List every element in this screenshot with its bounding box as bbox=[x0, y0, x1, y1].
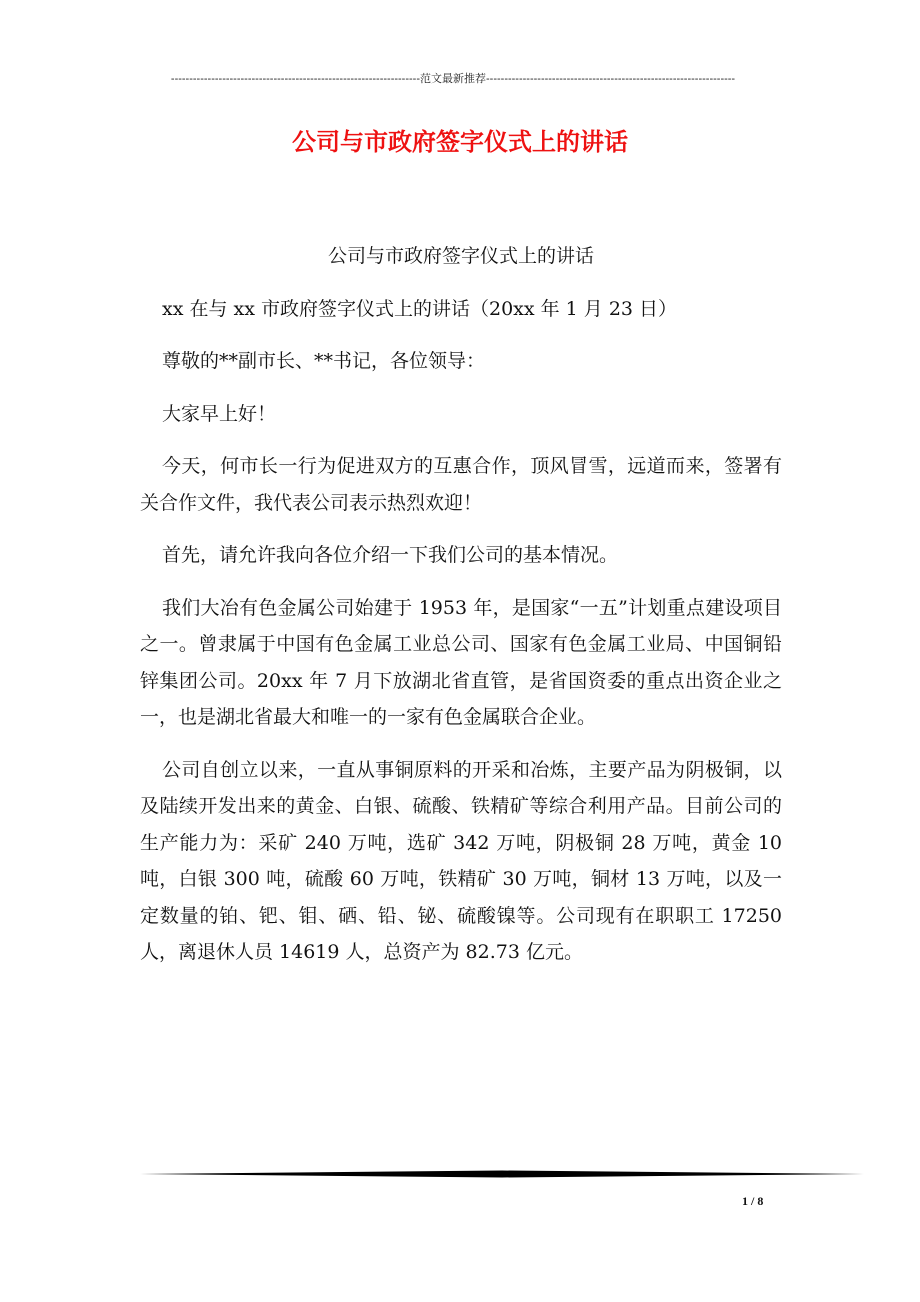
paragraph: 公司自创立以来，一直从事铜原料的开采和冶炼，主要产品为阴极铜，以及陆续开发出来的黄金、白银、硫酸、铁精矿等综合利用产品。目前公司的生产能力为：采矿 240 万吨，选矿 342 万吨，阴极铜 28 万吨，黄金 10 吨，白银 300 吨，硫酸 60 万吨，铁精矿 30 万吨，铜材 13 万吨，以及一定数量的铂、钯、钼、硒、铅、铋、硫酸镍等。公司现有在职职工 17250 人，离退休人员 14619 人，总资产为 82.73 亿元。 bbox=[140, 758, 782, 963]
paragraph: xx 在与 xx 市政府签字仪式上的讲话（20xx 年 1 月 23 日） bbox=[162, 297, 678, 320]
paragraph: 首先，请允许我向各位介绍一下我们公司的基本情况。 bbox=[162, 544, 619, 566]
body-subtitle: 公司与市政府签字仪式上的讲话 bbox=[327, 245, 594, 267]
page-number: 1 / 8 bbox=[742, 1194, 764, 1208]
paragraph: 尊敬的**副市长、**书记，各位领导： bbox=[162, 350, 486, 372]
paragraph: 大家早上好！ bbox=[162, 402, 277, 425]
footer-divider bbox=[140, 1170, 864, 1178]
paragraph: 我们大冶有色金属公司始建于 1953 年，是国家“一五”计划重点建设项目之一。曾隶属于中国有色金属工业总公司、国家有色金属工业局、中国铜铅锌集团公司。20xx 年 7 月下放湖北省直管，是省国资委的重点出资企业之一，也是湖北省最大和唯一的一家有色金属联合企业。 bbox=[140, 596, 782, 728]
header-label: 范文最新推荐 bbox=[420, 73, 486, 85]
document-body bbox=[140, 238, 782, 971]
document-title: 公司与市政府签字仪式上的讲话 bbox=[292, 127, 628, 156]
paragraph: 今天，何市长一行为促进双方的互惠合作，顶风冒雪，远道而来，签署有关合作文件，我代表公司表示热烈欢迎！ bbox=[140, 455, 782, 514]
header-dashes-right: -------------------------------------------------------------------- bbox=[486, 73, 736, 85]
header-dashes-left: -------------------------------------------------------------------- bbox=[170, 73, 420, 85]
running-header bbox=[140, 70, 766, 86]
